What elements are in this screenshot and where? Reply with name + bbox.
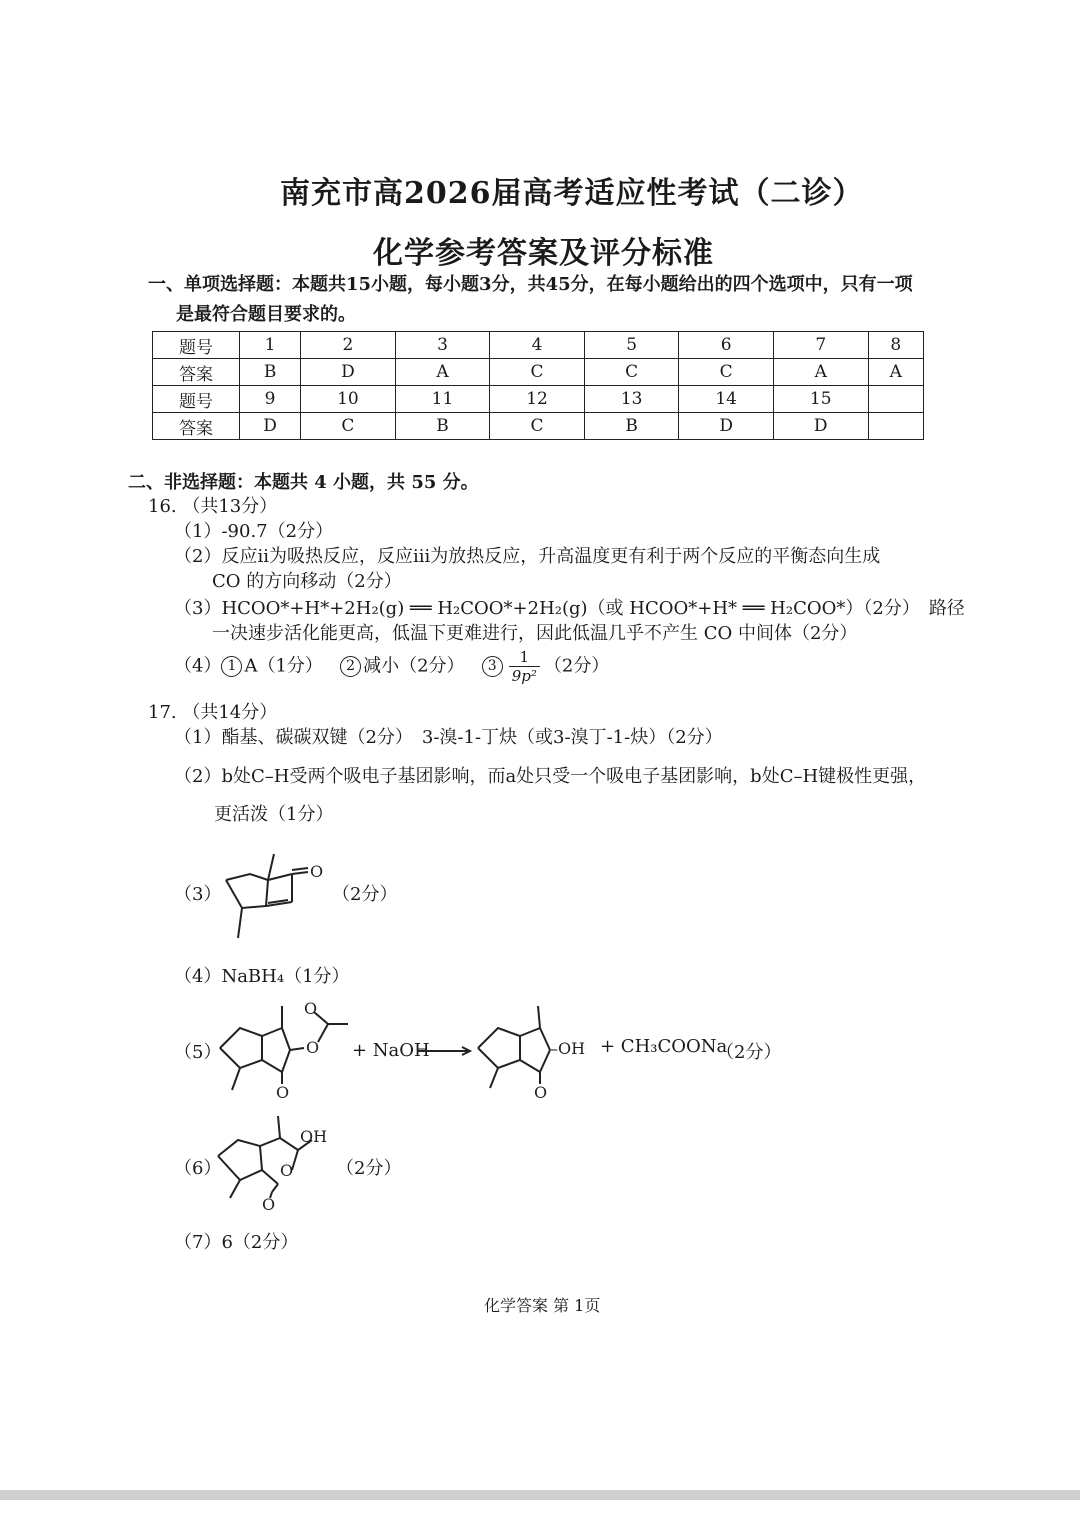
table-cell: 1 xyxy=(240,332,301,359)
q17-part5-label: （5） xyxy=(174,1042,222,1063)
bottom-divider xyxy=(0,1490,1080,1500)
page-footer: 化学答案 第 1页 xyxy=(484,1296,601,1315)
table-cell: C xyxy=(301,413,396,440)
bond xyxy=(282,1028,290,1050)
table-cell: D xyxy=(240,413,301,440)
table-cell: 11 xyxy=(395,386,490,413)
table-cell: 3 xyxy=(395,332,490,359)
table-cell: A xyxy=(395,359,490,386)
table-row-label: 答案 xyxy=(153,413,240,440)
page-title: 南充市高2026届高考适应性考试（二诊） xyxy=(280,176,864,211)
table-cell: C xyxy=(679,359,774,386)
bond xyxy=(280,1138,298,1150)
q17-part2-line2: 更活泼（1分） xyxy=(214,804,334,825)
table-cell: A xyxy=(773,359,868,386)
table-cell: 13 xyxy=(584,386,679,413)
q16-part4 xyxy=(174,648,609,685)
table-cell: C xyxy=(584,359,679,386)
bond xyxy=(520,1028,540,1036)
reactant-ester-diagram xyxy=(210,998,350,1102)
cyclopentane-ring xyxy=(220,1028,262,1068)
q16-part3-line2: 一决速步活化能更高，低温下更难进行，因此低温几乎不产生 CO 中间体（2分） xyxy=(212,623,858,644)
methyl-bond xyxy=(538,1006,540,1028)
q17-part1: （1）酯基、碳碳双键（2分） 3-溴-1-丁炔（或3-溴丁-1-炔）（2分） xyxy=(174,727,723,748)
table-cell: 5 xyxy=(584,332,679,359)
cyclopentane-ring xyxy=(226,874,268,908)
reaction-arrow xyxy=(418,1046,474,1058)
table-cell: 15 xyxy=(773,386,868,413)
table-cell: A xyxy=(868,359,923,386)
bond xyxy=(540,1028,550,1050)
atom-O: O xyxy=(304,999,318,1018)
page-subtitle: 化学参考答案及评分标准 xyxy=(373,236,714,271)
methyl-bond xyxy=(232,1068,240,1090)
table-cell: D xyxy=(773,413,868,440)
table-row-label: 题号 xyxy=(153,386,240,413)
table-row xyxy=(153,359,924,386)
circled-number: 3 xyxy=(482,656,503,677)
bond xyxy=(262,1170,278,1184)
fraction-denominator: 9p² xyxy=(511,667,537,685)
q16-part4-b: 减小（2分） xyxy=(363,655,465,677)
atom-O: O xyxy=(310,862,324,881)
methyl-bond xyxy=(278,1116,280,1138)
table-row xyxy=(153,332,924,359)
table-cell: C xyxy=(490,413,585,440)
circled-number: 2 xyxy=(340,656,361,677)
table-cell: 6 xyxy=(679,332,774,359)
table-cell: 2 xyxy=(301,332,396,359)
table-row-label: 题号 xyxy=(153,332,240,359)
bond xyxy=(268,874,292,880)
table-row xyxy=(153,386,924,413)
q16-part4-prefix: （4） xyxy=(174,655,222,677)
cyclopentane-ring xyxy=(478,1028,520,1068)
q17-part4: （4）NaBH₄（1分） xyxy=(174,966,350,987)
q16-title: 16. （共13分） xyxy=(148,496,278,517)
carbonyl-bond xyxy=(292,872,308,874)
cyclopentane-ring xyxy=(218,1140,262,1180)
q17-part5-score: （2分） xyxy=(716,1042,782,1063)
bond xyxy=(262,1028,282,1036)
q16-part3-line1: （3）HCOO*+H*+2H₂(g) ══ H₂COO*+2H₂(g)（或 HCOO*+H* ══ H₂COO*）（2分） 路径 xyxy=(174,598,965,619)
section2-heading: 二、非选择题：本题共 4 小题，共 55 分。 xyxy=(128,472,479,493)
methyl-bond xyxy=(268,854,274,880)
bond xyxy=(540,1050,550,1072)
atom-O: O xyxy=(262,1195,276,1214)
q16-part1: （1）-90.7（2分） xyxy=(174,521,334,542)
table-cell: 4 xyxy=(490,332,585,359)
bond xyxy=(318,1024,328,1042)
table-row xyxy=(153,413,924,440)
q17-part6-label: （6） xyxy=(174,1158,222,1179)
table-cell: 7 xyxy=(773,332,868,359)
q16-part2-line2: CO 的方向移动（2分） xyxy=(212,571,402,592)
methyl-bond xyxy=(230,1180,240,1198)
section1-heading-cont: 是最符合题目要求的。 xyxy=(176,304,356,325)
table-cell: 14 xyxy=(679,386,774,413)
methyl-bond xyxy=(238,908,242,938)
atom-OH: OH xyxy=(300,1127,328,1146)
table-cell: 10 xyxy=(301,386,396,413)
answer-table xyxy=(152,331,924,440)
table-cell: B xyxy=(584,413,679,440)
table-cell: D xyxy=(679,413,774,440)
fraction-numerator: 1 xyxy=(509,648,540,667)
atom-O: O xyxy=(534,1083,548,1102)
product-alcohol-diagram xyxy=(474,998,586,1102)
table-cell: D xyxy=(301,359,396,386)
q16-part2-line1: （2）反应ii为吸热反应，反应iii为放热反应，升高温度更有利于两个反应的平衡态向生成 xyxy=(174,546,881,567)
structure-6-diagram xyxy=(212,1112,332,1216)
q17-part6-score: （2分） xyxy=(336,1158,402,1179)
q17-part2-line1: （2）b处C–H受两个吸电子基团影响，而a处只受一个吸电子基团影响，b处C–H键极性更强， xyxy=(174,766,927,787)
table-row-label: 答案 xyxy=(153,359,240,386)
q16-part4-a: A（1分） xyxy=(244,655,323,677)
section1-heading: 一、单项选择题：本题共15小题，每小题3分，共45分，在每小题给出的四个选项中，只有一项 xyxy=(148,274,913,295)
carbonyl-double-bond xyxy=(292,868,308,870)
q17-part3-label: （3） xyxy=(174,884,222,905)
circled-number: 1 xyxy=(221,656,242,677)
bond xyxy=(272,1184,278,1192)
table-cell: B xyxy=(395,413,490,440)
table-cell: 8 xyxy=(868,332,923,359)
q17-title: 17. （共14分） xyxy=(148,702,278,723)
bond xyxy=(290,1048,304,1050)
methyl-bond xyxy=(490,1068,498,1088)
bond xyxy=(262,1060,282,1072)
q17-part7: （7）6（2分） xyxy=(174,1232,299,1253)
fraction xyxy=(509,648,540,685)
table-cell: B xyxy=(240,359,301,386)
table-cell: C xyxy=(490,359,585,386)
table-cell xyxy=(868,386,923,413)
structure-3-diagram xyxy=(210,836,330,946)
q17-part5-product2: + CH₃COONa xyxy=(600,1036,728,1057)
table-cell xyxy=(868,413,923,440)
table-cell: 12 xyxy=(490,386,585,413)
q17-part3-score: （2分） xyxy=(332,884,398,905)
bond xyxy=(260,1138,280,1146)
atom-O: O xyxy=(306,1038,320,1057)
atom-O: O xyxy=(276,1083,290,1102)
table-cell: 9 xyxy=(240,386,301,413)
atom-O: O xyxy=(280,1161,294,1180)
q16-part4-tail: （2分） xyxy=(543,655,610,677)
q17-part5-naoh: + NaOH xyxy=(352,1040,430,1061)
bond xyxy=(520,1060,540,1072)
bond xyxy=(282,1050,290,1072)
atom-OH: –OH xyxy=(550,1039,586,1058)
